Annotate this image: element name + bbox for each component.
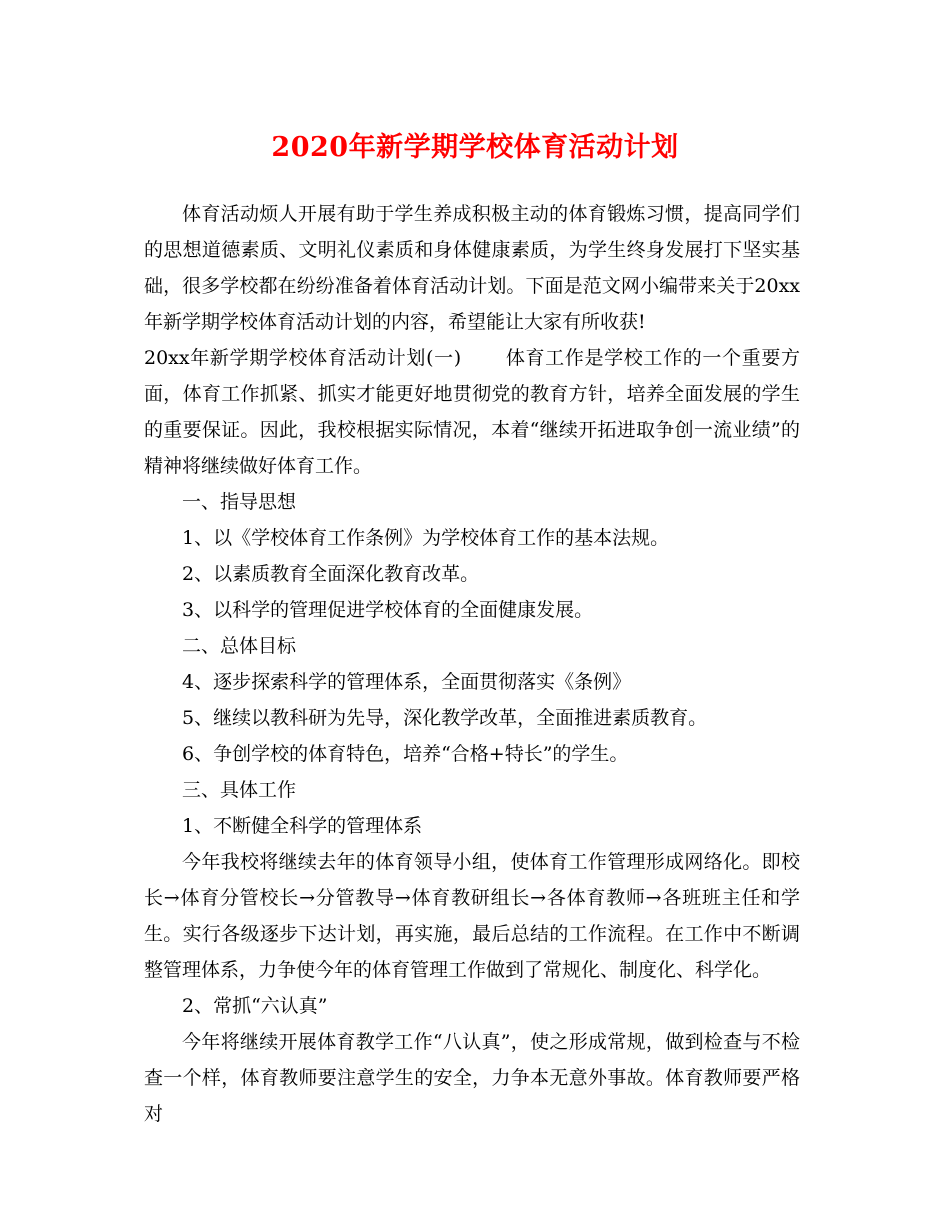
list-item: 2、以素质教育全面深化教育改革。 <box>182 563 480 585</box>
section-heading-specific-work: 三、具体工作 <box>182 779 297 801</box>
document-body <box>144 196 800 1132</box>
subsection-heading: 2、常抓“六认真” <box>182 995 328 1017</box>
list-item: 3、以科学的管理促进学校体育的全面健康发展。 <box>182 599 594 621</box>
intro-paragraph: 体育活动烦人开展有助于学生养成积极主动的体育锻炼习惯，提高同学们的思想道德素质、文明礼仪素质和身体健康素质，为学生终身发展打下坚实基础，很多学校都在纷纷准备着体育活动计划。下面是范文网小编带来关于20xx年新学期学校体育活动计划的内容，希望能让大家有所收获! <box>144 203 800 333</box>
list-item: 4、逐步探索科学的管理体系，全面贯彻落实《条例》 <box>182 671 632 693</box>
body-paragraph: 今年将继续开展体育教学工作“八认真”，使之形成常规，做到检查与不检查一个样，体育教师要注意学生的安全，力争本无意外事故。体育教师要严格对 <box>144 1031 800 1125</box>
plan-one-text: 体育工作是学校工作的一个重要方面，体育工作抓紧、抓实才能更好地贯彻党的教育方针，培养全面发展的学生的重要保证。因此，我校根据实际情况，本着“继续开拓进取争创一流业绩”的精神将继续做好体育工作。 <box>144 347 800 477</box>
subsection-heading: 1、不断健全科学的管理体系 <box>182 815 423 837</box>
section-heading-overall-goal: 二、总体目标 <box>182 635 297 657</box>
list-item: 1、以《学校体育工作条例》为学校体育工作的基本法规。 <box>182 527 670 549</box>
list-item: 6、争创学校的体育特色，培养“合格+特长”的学生。 <box>182 743 629 765</box>
section-heading-guiding-thought: 一、指导思想 <box>182 491 297 513</box>
body-paragraph: 今年我校将继续去年的体育领导小组，使体育工作管理形成网络化。即校长→体育分管校长→分管教导→体育教研组长→各体育教师→各班班主任和学生。实行各级逐步下达计划，再实施，最后总结的工作流程。在工作中不断调整管理体系，力争使今年的体育管理工作做到了常规化、制度化、科学化。 <box>144 851 800 981</box>
list-item: 5、继续以教科研为先导，深化教学改革，全面推进素质教育。 <box>182 707 708 729</box>
document-title: 2020年新学期学校体育活动计划 <box>271 132 679 163</box>
plan-one-paragraph <box>144 340 800 484</box>
plan-one-heading: 20xx年新学期学校体育活动计划(一) <box>144 347 462 369</box>
